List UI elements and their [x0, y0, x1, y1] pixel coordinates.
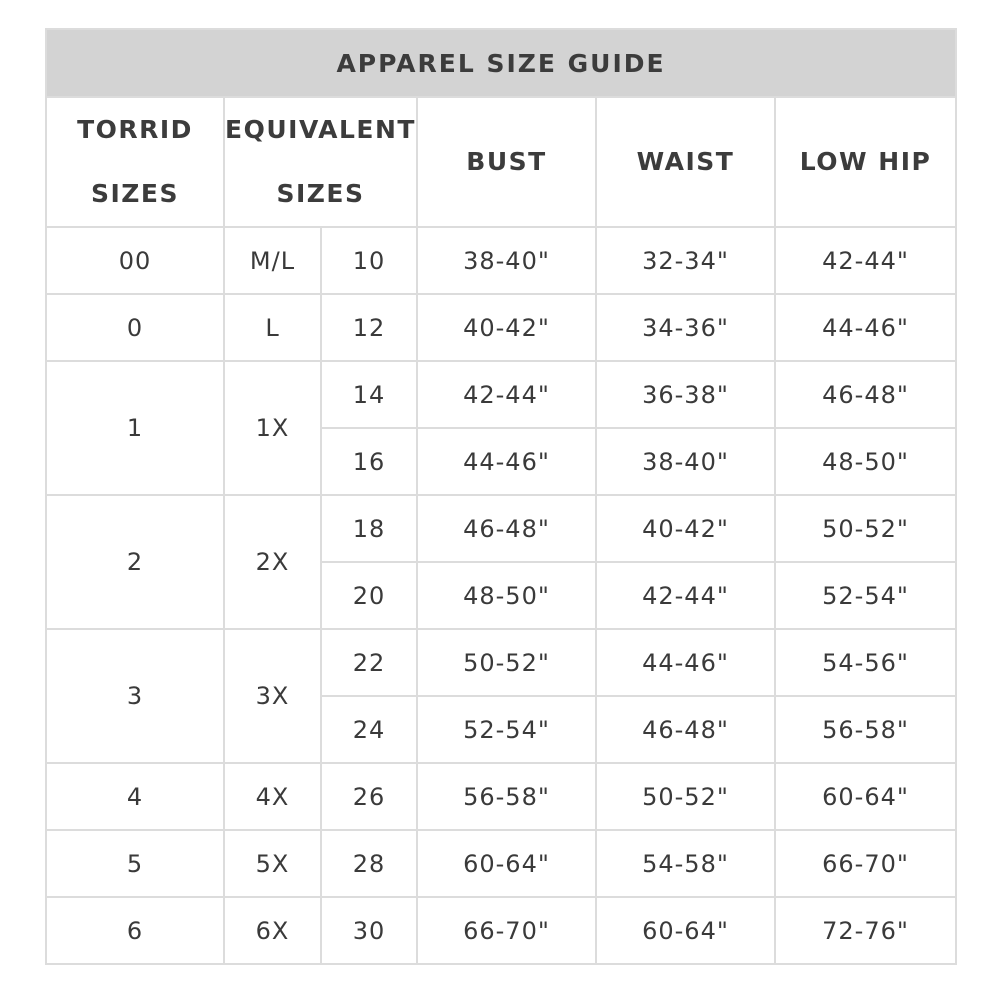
table-row	[46, 361, 956, 428]
alpha-size-cell: 6X	[224, 897, 321, 964]
header-bust: BUST	[417, 97, 596, 227]
torrid-size-cell: 5	[46, 830, 224, 897]
table-row	[46, 294, 956, 361]
waist-cell: 32-34"	[596, 227, 775, 294]
header-torrid-line1: TORRID	[77, 115, 193, 144]
numeric-size-cell: 16	[321, 428, 417, 495]
bust-cell: 48-50"	[417, 562, 596, 629]
waist-cell: 40-42"	[596, 495, 775, 562]
waist-cell: 34-36"	[596, 294, 775, 361]
alpha-size-cell: 5X	[224, 830, 321, 897]
numeric-size-cell: 18	[321, 495, 417, 562]
numeric-size-cell: 30	[321, 897, 417, 964]
header-row	[46, 97, 956, 227]
numeric-size-cell: 14	[321, 361, 417, 428]
waist-cell: 60-64"	[596, 897, 775, 964]
low-hip-cell: 46-48"	[775, 361, 956, 428]
bust-cell: 56-58"	[417, 763, 596, 830]
title-row	[46, 29, 956, 97]
bust-cell: 44-46"	[417, 428, 596, 495]
numeric-size-cell: 26	[321, 763, 417, 830]
bust-cell: 52-54"	[417, 696, 596, 763]
bust-cell: 50-52"	[417, 629, 596, 696]
numeric-size-cell: 28	[321, 830, 417, 897]
low-hip-cell: 48-50"	[775, 428, 956, 495]
numeric-size-cell: 22	[321, 629, 417, 696]
numeric-size-cell: 20	[321, 562, 417, 629]
header-equivalent-line1: EQUIVALENT	[225, 115, 416, 144]
numeric-size-cell: 24	[321, 696, 417, 763]
bust-cell: 46-48"	[417, 495, 596, 562]
table-row	[46, 629, 956, 696]
low-hip-cell: 60-64"	[775, 763, 956, 830]
low-hip-cell: 56-58"	[775, 696, 956, 763]
header-waist: WAIST	[596, 97, 775, 227]
header-equivalent-line2: SIZES	[276, 179, 365, 208]
waist-cell: 36-38"	[596, 361, 775, 428]
alpha-size-cell: 3X	[224, 629, 321, 763]
torrid-size-cell: 4	[46, 763, 224, 830]
table-row	[46, 763, 956, 830]
torrid-size-cell: 00	[46, 227, 224, 294]
header-equivalent-sizes	[224, 97, 417, 227]
waist-cell: 54-58"	[596, 830, 775, 897]
table-row	[46, 897, 956, 964]
header-low-hip: LOW HIP	[775, 97, 956, 227]
waist-cell: 42-44"	[596, 562, 775, 629]
low-hip-cell: 66-70"	[775, 830, 956, 897]
size-guide-table	[45, 28, 957, 965]
bust-cell: 60-64"	[417, 830, 596, 897]
low-hip-cell: 52-54"	[775, 562, 956, 629]
numeric-size-cell: 10	[321, 227, 417, 294]
header-torrid-sizes	[46, 97, 224, 227]
alpha-size-cell: 1X	[224, 361, 321, 495]
alpha-size-cell: 4X	[224, 763, 321, 830]
alpha-size-cell: M/L	[224, 227, 321, 294]
table-row	[46, 227, 956, 294]
low-hip-cell: 50-52"	[775, 495, 956, 562]
low-hip-cell: 72-76"	[775, 897, 956, 964]
torrid-size-cell: 3	[46, 629, 224, 763]
torrid-size-cell: 1	[46, 361, 224, 495]
header-torrid-line2: SIZES	[90, 179, 180, 208]
bust-cell: 42-44"	[417, 361, 596, 428]
alpha-size-cell: L	[224, 294, 321, 361]
table-row	[46, 495, 956, 562]
waist-cell: 44-46"	[596, 629, 775, 696]
waist-cell: 50-52"	[596, 763, 775, 830]
waist-cell: 38-40"	[596, 428, 775, 495]
bust-cell: 66-70"	[417, 897, 596, 964]
table-title: APPAREL SIZE GUIDE	[46, 29, 956, 97]
torrid-size-cell: 6	[46, 897, 224, 964]
numeric-size-cell: 12	[321, 294, 417, 361]
table-row	[46, 830, 956, 897]
torrid-size-cell: 2	[46, 495, 224, 629]
bust-cell: 38-40"	[417, 227, 596, 294]
waist-cell: 46-48"	[596, 696, 775, 763]
low-hip-cell: 54-56"	[775, 629, 956, 696]
alpha-size-cell: 2X	[224, 495, 321, 629]
torrid-size-cell: 0	[46, 294, 224, 361]
low-hip-cell: 42-44"	[775, 227, 956, 294]
low-hip-cell: 44-46"	[775, 294, 956, 361]
bust-cell: 40-42"	[417, 294, 596, 361]
